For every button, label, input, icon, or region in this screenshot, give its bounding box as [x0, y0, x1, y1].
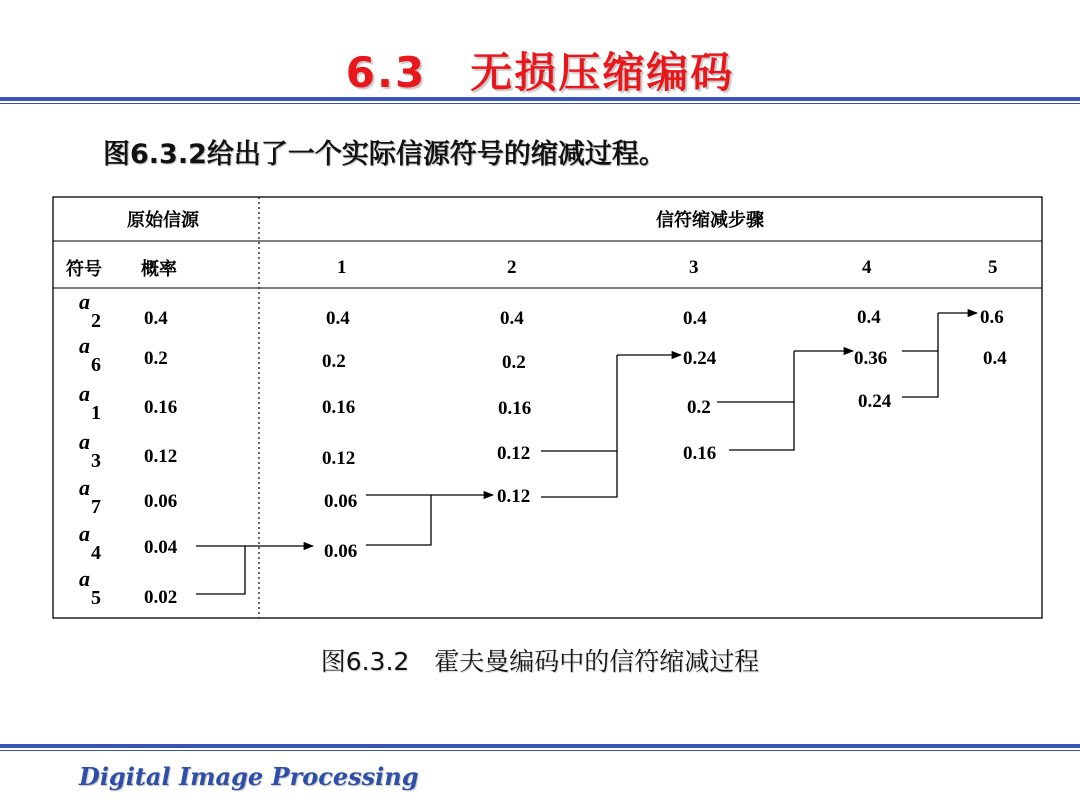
symbol-subscript: 3 [91, 450, 101, 472]
symbol-letter: a [79, 521, 90, 546]
step1-probability: 0.12 [322, 448, 356, 469]
header-source: 原始信源 [127, 210, 199, 231]
source-probability: 0.06 [144, 491, 178, 512]
source-probability: 0.04 [144, 537, 178, 558]
step2-probability: 0.4 [500, 308, 524, 329]
footer-text: Digital Image Processing [79, 762, 419, 791]
step-label: 3 [689, 257, 699, 278]
step3-probability: 0.4 [683, 308, 707, 329]
symbol-letter: a [79, 333, 90, 358]
step3-probability: 0.16 [683, 443, 717, 464]
source-probability: 0.12 [144, 446, 178, 467]
step1-probability: 0.4 [326, 308, 350, 329]
symbol-subscript: 2 [91, 310, 101, 332]
step-label: 4 [862, 257, 872, 278]
footer-divider [0, 744, 1080, 748]
symbol-letter: a [79, 381, 90, 406]
symbol-letter: a [79, 289, 90, 314]
step4-probability: 0.36 [854, 348, 888, 369]
merge-connector-step3 [717, 402, 794, 450]
symbol-subscript: 7 [91, 496, 101, 518]
step2-probability: 0.12 [497, 486, 531, 507]
step3-probability: 0.24 [683, 348, 717, 369]
merge-connector-step4 [902, 351, 938, 397]
step2-probability: 0.16 [498, 398, 532, 419]
merge-connector-source [196, 546, 245, 594]
step5-probability: 0.4 [983, 348, 1007, 369]
symbol-subscript: 5 [91, 587, 101, 609]
slide-title: 6.3 无损压缩编码 [345, 48, 735, 97]
step1-probability: 0.06 [324, 491, 358, 512]
symbol-letter: a [79, 566, 90, 591]
step1-probability: 0.2 [322, 351, 346, 372]
symbol-subscript: 6 [91, 354, 101, 376]
symbol-subscript: 4 [91, 542, 101, 564]
step1-probability: 0.16 [322, 397, 356, 418]
step3-probability: 0.2 [687, 397, 711, 418]
source-probability: 0.4 [144, 308, 168, 329]
step2-probability: 0.12 [497, 443, 531, 464]
step-label: 5 [988, 257, 998, 278]
figure-caption: 图6.3.2 霍夫曼编码中的信符缩减过程 [320, 647, 760, 676]
source-probability: 0.16 [144, 397, 178, 418]
source-probability: 0.02 [144, 587, 178, 608]
step5-probability: 0.6 [980, 307, 1004, 328]
source-probability: 0.2 [144, 348, 168, 369]
merge-connector-step2 [541, 451, 617, 497]
step-label: 1 [337, 257, 347, 278]
step1-probability: 0.06 [324, 541, 358, 562]
step-label: 2 [507, 257, 517, 278]
merge-connector-step1 [366, 495, 431, 545]
symbol-subscript: 1 [91, 402, 101, 424]
header-steps: 信符缩减步骤 [656, 210, 764, 231]
step2-probability: 0.2 [502, 352, 526, 373]
table-frame [53, 197, 1042, 618]
step4-probability: 0.4 [857, 307, 881, 328]
step4-probability: 0.24 [858, 391, 892, 412]
footer-divider-thin [0, 750, 1080, 751]
symbol-letter: a [79, 429, 90, 454]
column-symbol: 符号 [66, 259, 102, 280]
symbol-letter: a [79, 475, 90, 500]
column-probability: 概率 [141, 259, 177, 280]
slide-subtitle: 图6.3.2给出了一个实际信源符号的缩减过程。 [103, 139, 666, 170]
